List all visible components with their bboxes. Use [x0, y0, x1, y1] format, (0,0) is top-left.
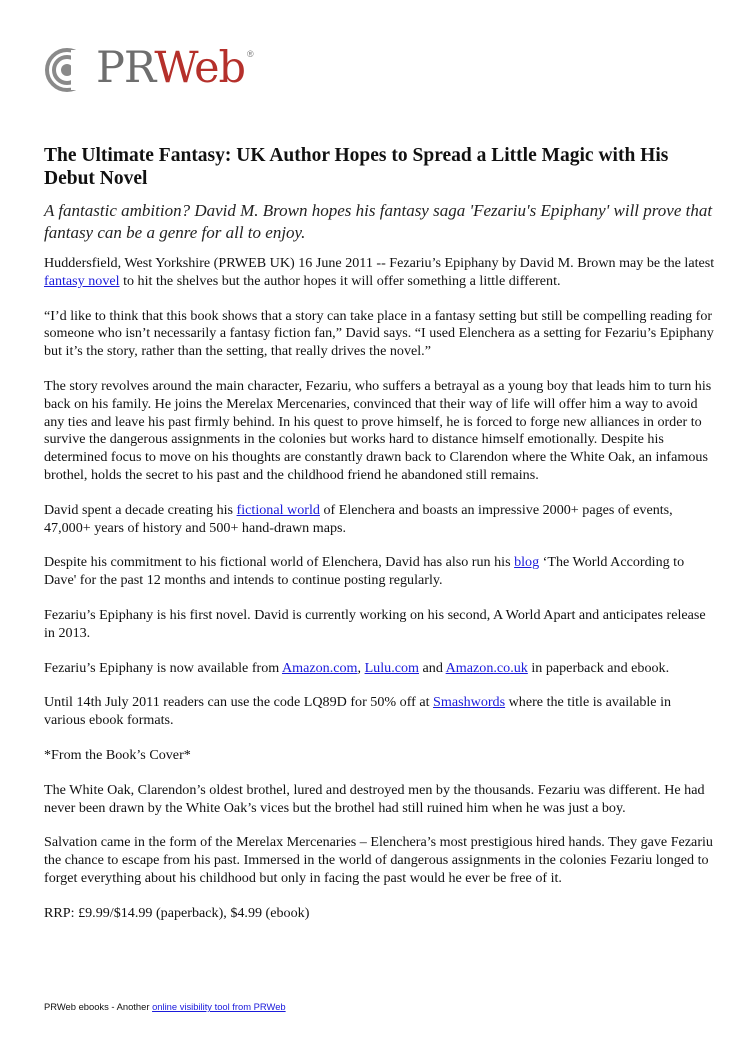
- paragraph-story: The story revolves around the main character, Fezariu, who suffers a betrayal as a young boy that leads him to turn his back on his family. He joins the Merelax Mercenaries, convinced that their way of life will offer him a way to avoid any ties and leave his past firmly behind. In his quest to prove himself, he is forced to forge new alliances in order to survive the dangerous assignments in the colonies but works hard to distance himself emotionally. Despite his determined focus to move on his thoughts are constantly drawn back to Clarendon where the White Oak, an infamous brothel, holds the secret to his past and the childhood friend he abandoned still remains.: [44, 377, 712, 483]
- registered-mark: ®: [247, 49, 254, 59]
- fictional-world-link[interactable]: fictional world: [236, 501, 320, 518]
- paragraph-blog: Despite his commitment to his fictional world of Elenchera, David has also run his blog ‘The World According to Dave' for the past 12 months and intends to continue posting regularly.: [44, 554, 685, 589]
- article-title: The Ultimate Fantasy: UK Author Hopes to Spread a Little Magic with His Debut Novel: [44, 145, 669, 189]
- prweb-logo[interactable]: [44, 43, 264, 94]
- fantasy-novel-link[interactable]: fantasy novel: [44, 272, 120, 289]
- smashwords-link[interactable]: Smashwords: [433, 694, 506, 711]
- lulu-link[interactable]: Lulu.com: [364, 659, 419, 676]
- page-footer: PRWeb ebooks - Another online visibility tool from PRWeb: [44, 1001, 286, 1012]
- paragraph-availability: Fezariu’s Epiphany is now available from Amazon.com, Lulu.com and Amazon.co.uk in paperback and ebook.: [44, 659, 670, 676]
- paragraph-white-oak: The White Oak, Clarendon’s oldest brothel, lured and destroyed men by the thousands. Fezariu was different. He had never been drawn by the White Oak’s vices but the brothel had still ruined him when he was just a boy.: [44, 781, 705, 816]
- paragraph-price: RRP: £9.99/$14.99 (paperback), $4.99 (ebook): [44, 904, 310, 921]
- online-visibility-tool-link[interactable]: online visibility tool from PRWeb: [152, 1001, 286, 1012]
- paragraph-salvation: Salvation came in the form of the Merelax Mercenaries – Elenchera’s most prestigious hired hands. They gave Fezariu the chance to escape from his past. Immersed in the world of dangerous assignments in the colonies Fezariu longed to forget everything about his childhood but only in facing the past would he ever be free of it.: [44, 834, 713, 886]
- paragraph-world: David spent a decade creating his fictional world of Elenchera and boasts an impressive 2000+ pages of events, 47,000+ years of history and 500+ hand-drawn maps.: [44, 501, 673, 536]
- blog-link[interactable]: blog: [514, 554, 540, 571]
- paragraph-discount: Until 14th July 2011 readers can use the code LQ89D for 50% off at Smashwords where the title is available in various ebook formats.: [44, 694, 672, 729]
- logo-wordmark: PRWeb: [96, 43, 246, 93]
- article-body: [44, 144, 716, 923]
- paragraph-first-novel: Fezariu’s Epiphany is his first novel. David is currently working on his second, A World Apart and anticipates release in 2013.: [44, 606, 706, 641]
- paragraph-cover-heading: *From the Book’s Cover*: [44, 746, 191, 763]
- article-subtitle: A fantastic ambition? David M. Brown hopes his fantasy saga 'Fezariu's Epiphany' will prove that fantasy can be a genre for all to enjoy.: [44, 201, 713, 242]
- amazon-co-uk-link[interactable]: Amazon.co.uk: [445, 659, 528, 676]
- amazon-com-link[interactable]: Amazon.com: [281, 659, 358, 676]
- prweb-logo-icon: [44, 46, 94, 96]
- paragraph-quote: “I’d like to think that this book shows that a story can take place in a fantasy setting but still be compelling reading for someone who isn’t necessarily a fantasy fiction fan,” David says. “I used Elenchera as a setting for Fezariu’s Epiphany but it’s the story, rather than the setting, that really drives the novel.”: [44, 307, 714, 360]
- paragraph-intro: Huddersfield, West Yorkshire (PRWEB UK) 16 June 2011 -- Fezariu’s Epiphany by David M. Brown may be the latest fantasy novel to hit the shelves but the author hopes it will offer something a little different.: [44, 255, 715, 289]
